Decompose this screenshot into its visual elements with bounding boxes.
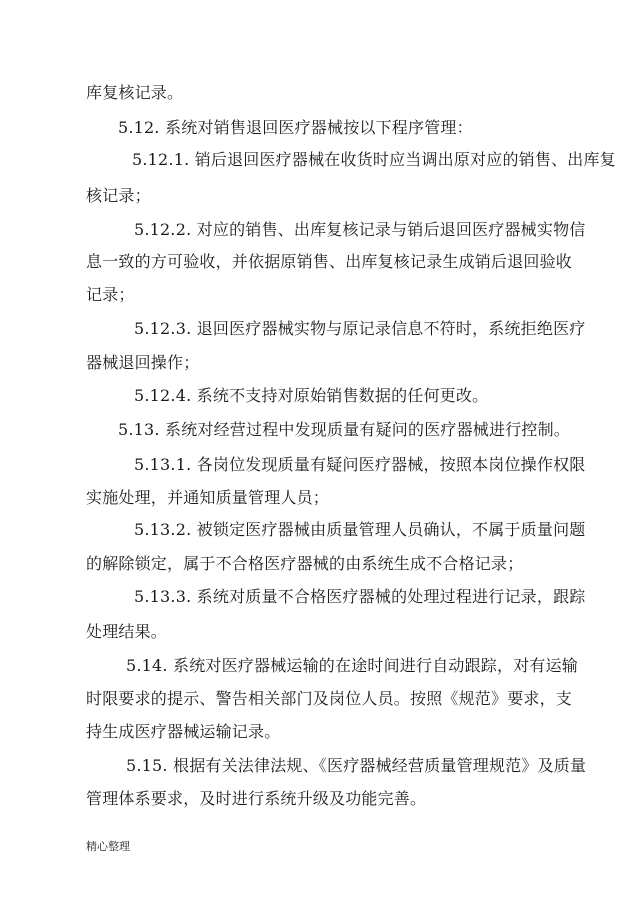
text-line: 实施处理，并通知质量管理人员； [86,488,330,507]
text-line: 核记录； [86,186,151,205]
page-footer: 精心整理 [86,840,130,853]
text-line: 5.12.1. 销后退回医疗器械在收货时应当调出原对应的销售、出库复 [132,150,616,169]
text-line: 5.12.2. 对应的销售、出库复核记录与销后退回医疗器械实物信 [134,220,586,239]
text-line: 5.13. 系统对经营过程中发现质量有疑问的医疗器械进行控制。 [118,420,570,439]
text-line: 5.12.4. 系统不支持对原始销售数据的任何更改。 [134,386,489,405]
text-line: 5.13.3. 系统对质量不合格医疗器械的处理过程进行记录，跟踪 [134,587,586,606]
text-line: 记录； [86,285,135,304]
text-line: 5.15. 根据有关法律法规、《医疗器械经营质量管理规范》及质量 [126,756,587,775]
text-line: 5.14. 系统对医疗器械运输的在途时间进行自动跟踪，对有运输 [126,656,578,675]
text-line: 的解除锁定，属于不合格医疗器械的由系统生成不合格记录； [86,554,524,573]
text-line: 息一致的方可验收，并依据原销售、出库复核记录生成销后退回验收 [86,252,573,271]
text-line: 管理体系要求，及时进行系统升级及功能完善。 [86,789,427,808]
text-line: 5.13.2. 被锁定医疗器械由质量管理人员确认，不属于质量问题 [134,520,586,539]
text-line: 持生成医疗器械运输记录。 [86,722,281,741]
text-line: 处理结果。 [86,622,168,641]
text-line: 5.12. 系统对销售退回医疗器械按以下程序管理： [118,118,473,137]
text-line: 库复核记录。 [86,83,184,102]
text-line: 5.13.1. 各岗位发现质量有疑问医疗器械，按照本岗位操作权限 [134,455,586,474]
text-line: 5.12.3. 退回医疗器械实物与原记录信息不符时，系统拒绝医疗 [134,319,586,338]
text-line: 器械退回操作； [86,353,200,372]
text-line: 时限要求的提示、警告相关部门及岗位人员。按照《规范》要求，支 [86,689,573,708]
